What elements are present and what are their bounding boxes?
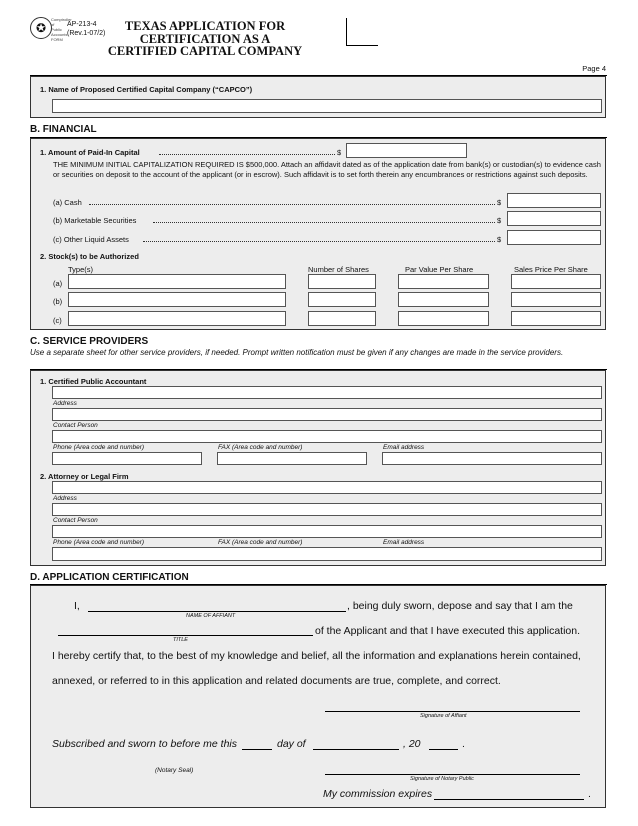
address-label: Address [53, 495, 77, 502]
phone-label: Phone (Area code and number) [53, 539, 145, 546]
cpa-name-input[interactable] [52, 386, 602, 399]
affiant-caption: NAME OF AFFIANT [186, 613, 236, 619]
stock-par-input[interactable] [398, 274, 489, 289]
col-number-shares: Number of Shares [308, 265, 369, 274]
leader-dots [143, 234, 495, 242]
period: . [462, 738, 465, 750]
sworn-text: , being duly sworn, depose and say that I am the [347, 600, 573, 612]
paid-in-capital-input[interactable] [346, 143, 467, 158]
fax-label: FAX (Area code and number) [218, 444, 303, 451]
securities-input[interactable] [507, 211, 601, 226]
subscribed-text: Subscribed and sworn to before me this [52, 738, 238, 750]
cpa-email-input[interactable] [382, 452, 602, 465]
attorney-name-input[interactable] [52, 481, 602, 494]
financial-panel [30, 138, 606, 330]
attorney-address-input[interactable] [52, 503, 602, 516]
corner-mark [346, 18, 378, 46]
certify-line-2: annexed, or referred to in this application and related documents are true, complete, and correct. [52, 675, 501, 687]
stock-type-input[interactable] [68, 274, 286, 289]
leader-dots [89, 197, 495, 205]
title-line[interactable] [58, 635, 313, 636]
cpa-phone-input[interactable] [52, 452, 202, 465]
cpa-heading: 1. Certified Public Accountant [40, 377, 147, 386]
form-title [105, 20, 305, 58]
stock-row-label: (c) [53, 316, 62, 325]
notary-signature-caption: Signature of Notary Public [410, 776, 474, 782]
stock-price-input[interactable] [511, 292, 601, 307]
stock-row-label: (b) [53, 297, 63, 306]
stock-shares-input[interactable] [308, 274, 376, 289]
title-line-1: TEXAS APPLICATION FOR [124, 19, 286, 33]
notary-signature-line[interactable] [325, 774, 580, 775]
securities-label: (b) Marketable Securities [53, 216, 137, 225]
affiant-signature-line[interactable] [325, 711, 580, 712]
attorney-contact-input[interactable] [52, 525, 602, 538]
other-assets-input[interactable] [507, 230, 601, 245]
affiant-signature-caption: Signature of Affiant [420, 713, 467, 719]
email-label: Email address [383, 539, 425, 546]
title-line-3: CERTIFIED CAPITAL COMPANY [107, 44, 303, 58]
commission-date-line[interactable] [434, 799, 584, 800]
attorney-phone-fax-email-input[interactable] [52, 547, 602, 561]
dollar-sign: $ [497, 235, 502, 244]
stock-price-input[interactable] [511, 311, 601, 326]
stock-price-input[interactable] [511, 274, 601, 289]
dollar-sign: $ [337, 148, 342, 157]
cpa-fax-input[interactable] [217, 452, 367, 465]
contact-label: Contact Person [53, 517, 98, 524]
capco-label: 1. Name of Proposed Certified Capital Company (“CAPCO”) [40, 85, 253, 94]
fax-label: FAX (Area code and number) [218, 539, 303, 546]
stock-par-input[interactable] [398, 292, 489, 307]
cash-label: (a) Cash [53, 198, 82, 207]
stock-type-input[interactable] [68, 311, 286, 326]
form-revision: (Rev.1-07/2) [67, 30, 106, 37]
capco-panel [30, 76, 606, 118]
dollar-sign: $ [497, 198, 502, 207]
stock-heading: 2. Stock(s) to be Authorized [40, 252, 139, 261]
form-number-block [67, 20, 105, 38]
service-heading: C. SERVICE PROVIDERS [30, 336, 149, 347]
cpa-contact-input[interactable] [52, 430, 602, 443]
paid-in-label: 1. Amount of Paid-In Capital [40, 148, 140, 157]
phone-label: Phone (Area code and number) [53, 444, 145, 451]
title-caption: TITLE [173, 637, 188, 643]
other-assets-label: (c) Other Liquid Assets [53, 235, 129, 244]
col-types: Type(s) [68, 265, 94, 274]
cash-input[interactable] [507, 193, 601, 208]
certification-heading: D. APPLICATION CERTIFICATION [30, 572, 189, 583]
day-line[interactable] [242, 749, 272, 750]
stock-par-input[interactable] [398, 311, 489, 326]
dollar-sign: $ [497, 216, 502, 225]
leader-dots [159, 147, 335, 155]
email-label: Email address [383, 444, 425, 451]
seal-caption: Comptroller of Public Accounts FORM [51, 17, 72, 42]
financial-heading: B. FINANCIAL [30, 124, 97, 135]
month-line[interactable] [313, 749, 399, 750]
service-panel [30, 370, 606, 566]
service-note: Use a separate sheet for other service providers, if needed. Prompt written notification must be given if any changes are made in the service providers. [30, 348, 564, 357]
notary-seal: (Notary Seal) [155, 767, 194, 774]
capitalization-requirement: THE MINIMUM INITIAL CAPITALIZATION REQUIRED IS $500,000. Attach an affidavit dated as of the application date from bank(s) or custodian(s) to evidence cash or securities on deposit to the account of the applicant (or in escrow). Such affidavit is to set forth therein any encumbrances or restrictions against such deposits. [53, 160, 601, 179]
commission-text: My commission expires [323, 788, 433, 800]
period: . [588, 788, 591, 800]
affiant-name-line[interactable] [88, 611, 346, 612]
col-sales-price: Sales Price Per Share [514, 265, 588, 274]
day-of-text: day of [277, 738, 306, 750]
stock-shares-input[interactable] [308, 311, 376, 326]
form-number: AP-213-4 [67, 21, 97, 28]
leader-dots [153, 215, 495, 223]
year-prefix: , 20 [403, 738, 421, 750]
address-label: Address [53, 400, 77, 407]
title-line-2: CERTIFICATION AS A [139, 31, 271, 46]
attorney-heading: 2. Attorney or Legal Firm [40, 472, 129, 481]
certify-line-1: I hereby certify that, to the best of my knowledge and belief, all the information and explanations herein contained, [52, 650, 581, 662]
page-number: Page 4 [582, 64, 606, 73]
certification-panel [30, 585, 606, 808]
stock-row-label: (a) [53, 279, 63, 288]
stock-type-input[interactable] [68, 292, 286, 307]
cpa-address-input[interactable] [52, 408, 602, 421]
stock-shares-input[interactable] [308, 292, 376, 307]
i-text: I, [74, 600, 80, 612]
col-par-value: Par Value Per Share [405, 265, 474, 274]
capco-name-input[interactable] [52, 99, 602, 113]
year-line[interactable] [429, 749, 458, 750]
comptroller-seal-icon: ✪ [30, 17, 52, 39]
of-applicant-text: of the Applicant and that I have executed this application. [315, 625, 581, 637]
contact-label: Contact Person [53, 422, 98, 429]
